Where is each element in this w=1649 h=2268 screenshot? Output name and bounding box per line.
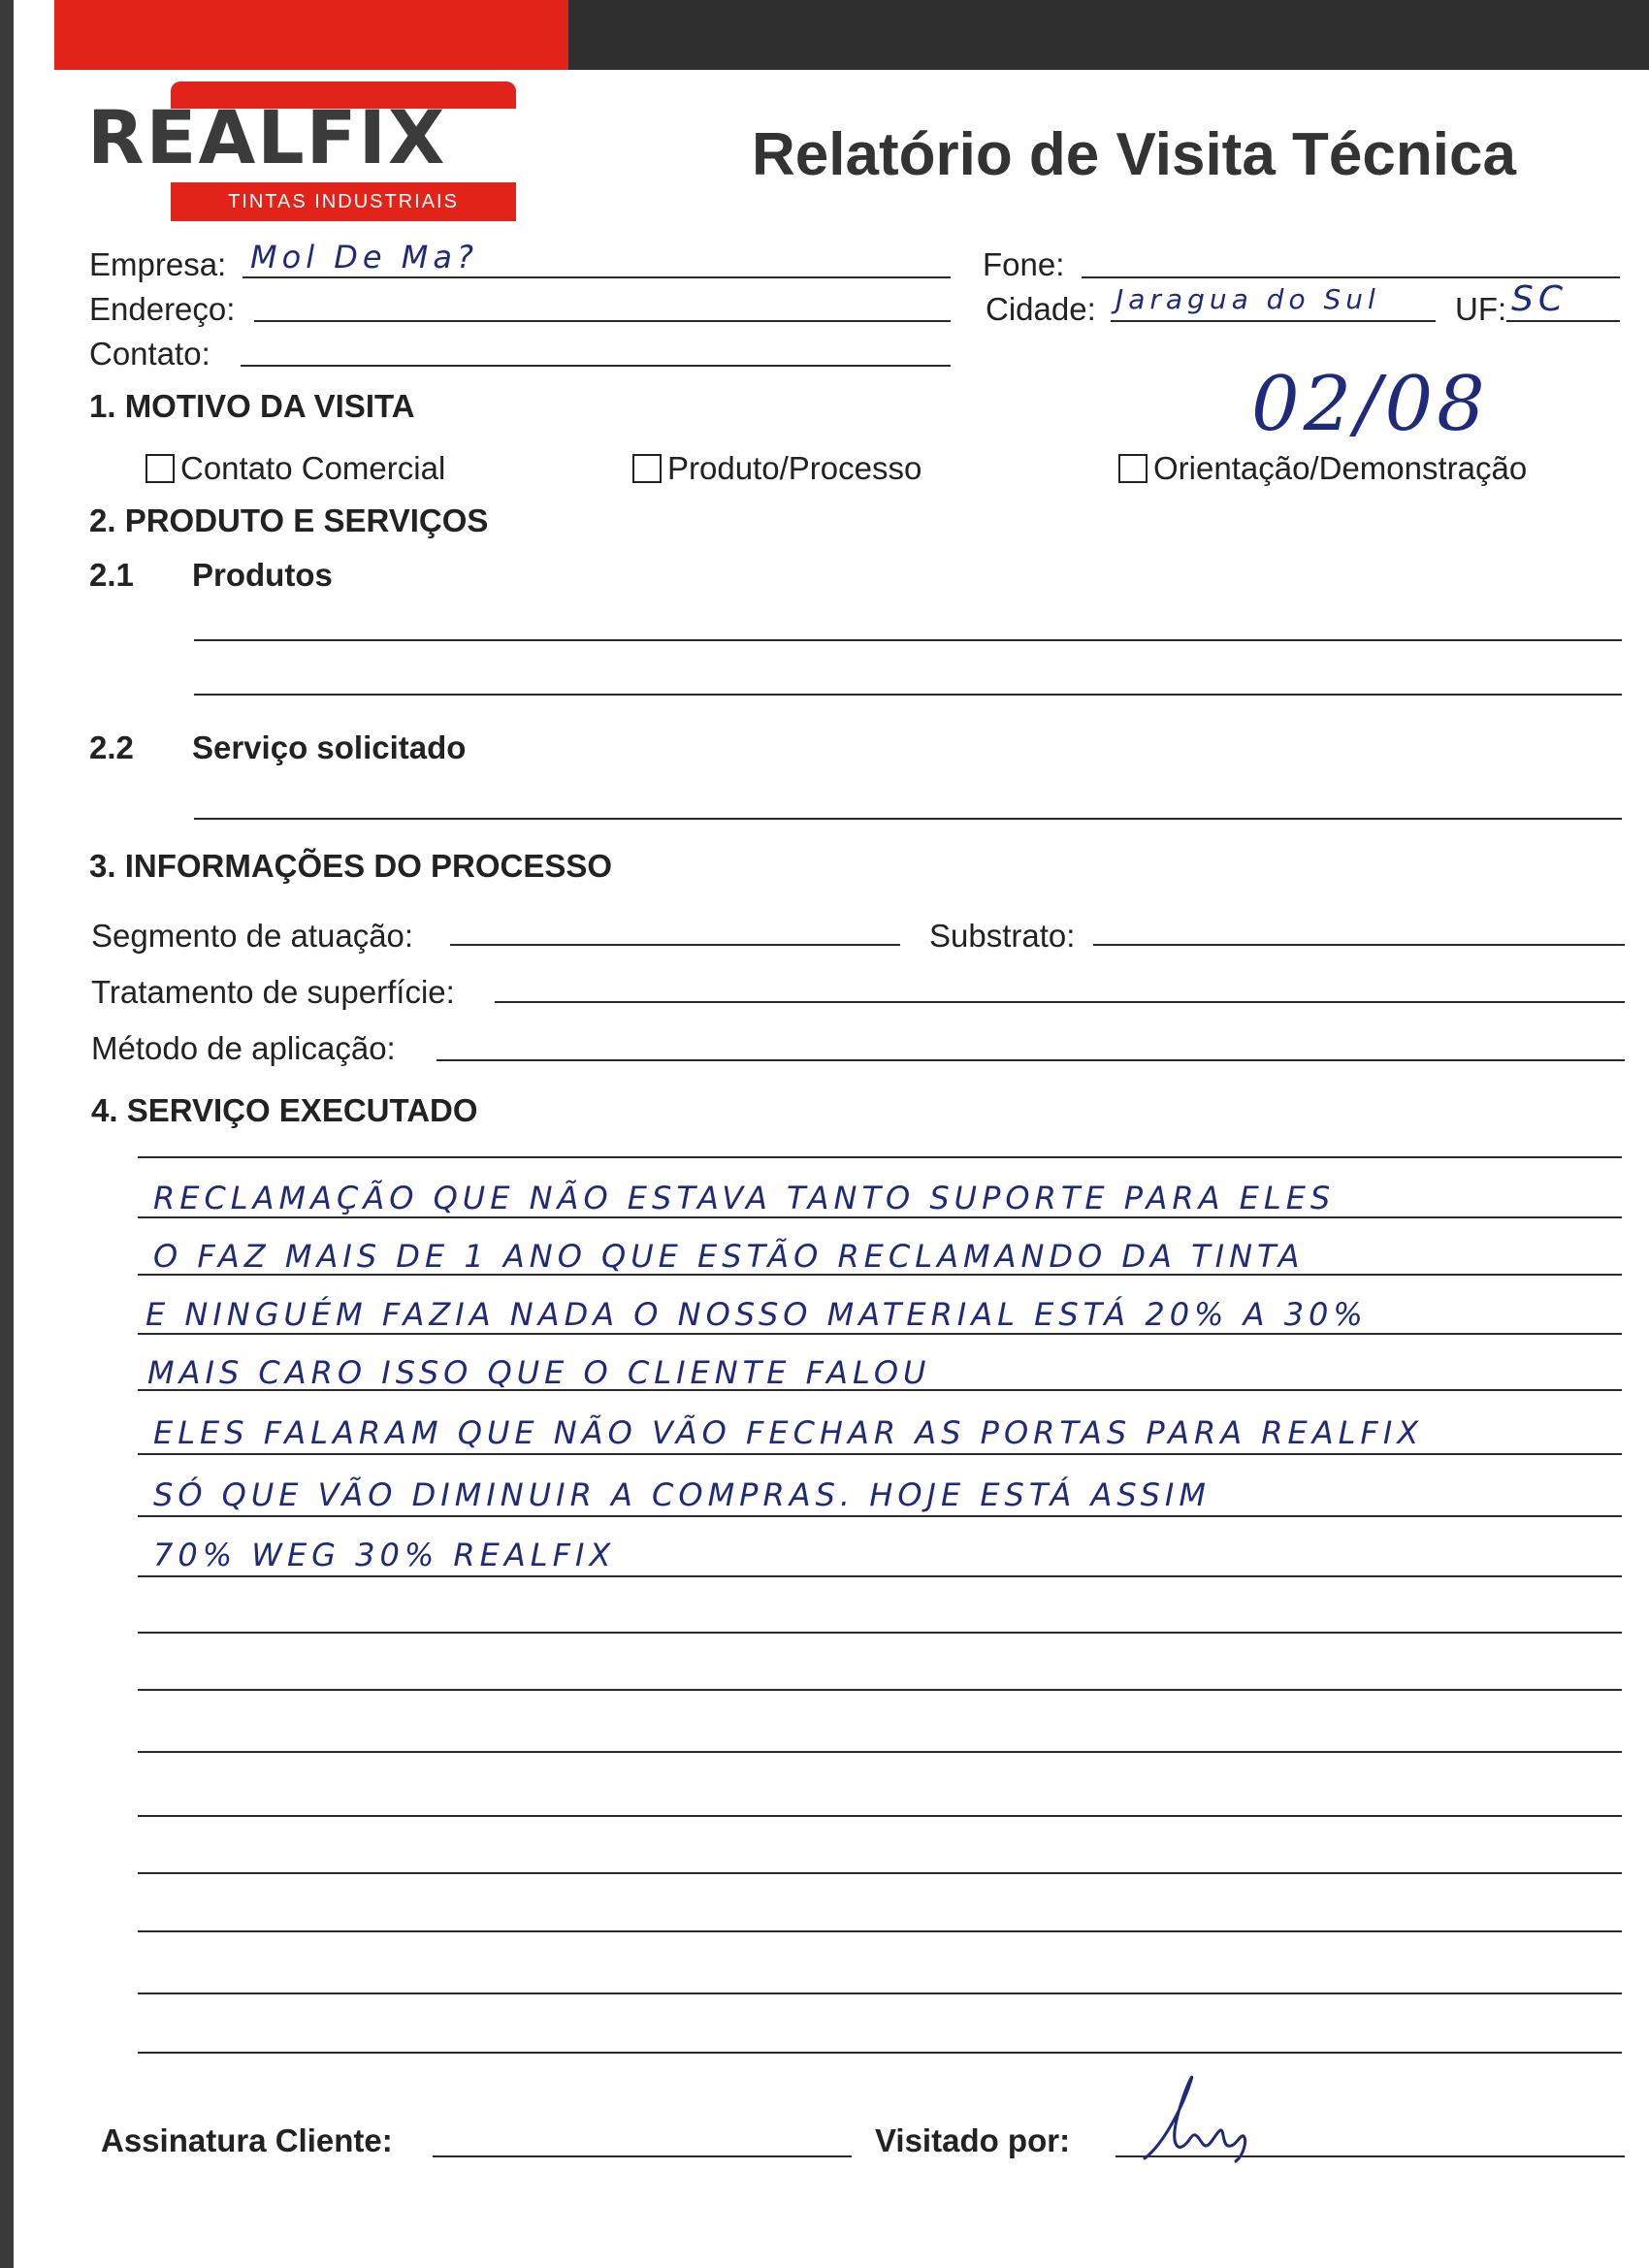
visitor-signature: [1135, 2066, 1271, 2173]
metodo-label: Método de aplicação:: [91, 1030, 396, 1066]
section4-title: 4. SERVIÇO EXECUTADO: [91, 1092, 478, 1128]
scan-edge: [0, 0, 14, 2268]
option-produto-processo-label: Produto/Processo: [667, 450, 922, 486]
endereco-line: [254, 320, 951, 322]
checkbox-contato-comercial[interactable]: [146, 454, 175, 483]
servico-solicitado-number: 2.2: [89, 729, 134, 765]
uf-value[interactable]: SC: [1511, 279, 1568, 319]
notes-line[interactable]: [138, 1815, 1622, 1817]
empresa-line: [242, 276, 951, 278]
page-title: Relatório de Visita Técnica: [752, 121, 1516, 188]
notes-line[interactable]: [138, 1993, 1622, 1994]
servico-solicitado-line[interactable]: [194, 818, 1622, 820]
fone-line: [1082, 276, 1620, 278]
produtos-label: Produtos: [192, 557, 333, 593]
empresa-label: Empresa:: [89, 246, 227, 282]
notes-line[interactable]: [138, 1216, 1622, 1218]
assinatura-cliente-label: Assinatura Cliente:: [101, 2122, 393, 2158]
tratamento-line[interactable]: [495, 1001, 1625, 1003]
logo-tagline: TINTAS INDUSTRIAIS: [171, 182, 516, 221]
segmento-label: Segmento de atuação:: [91, 918, 414, 954]
assinatura-cliente-line[interactable]: [433, 2155, 852, 2157]
handwritten-note-line: O FAZ MAIS DE 1 ANO QUE ESTÃO RECLAMANDO DA TINTA: [153, 1238, 1305, 1275]
produtos-line-2[interactable]: [194, 694, 1622, 696]
produtos-line-1[interactable]: [194, 639, 1622, 641]
contato-label: Contato:: [89, 336, 210, 372]
section1-title: 1. MOTIVO DA VISITA: [89, 388, 415, 424]
handwritten-date: 02/08: [1251, 361, 1489, 448]
produtos-number: 2.1: [89, 557, 134, 593]
notes-line[interactable]: [138, 1751, 1622, 1753]
notes-line[interactable]: [138, 1689, 1622, 1691]
checkbox-produto-processo[interactable]: [632, 454, 662, 483]
notes-line[interactable]: [138, 1333, 1622, 1335]
cidade-label: Cidade:: [986, 291, 1096, 327]
cidade-line: [1111, 320, 1436, 322]
brand-logo: [87, 81, 510, 223]
handwritten-note-line: 70% WEG 30% REALFIX: [153, 1537, 616, 1573]
segmento-line[interactable]: [450, 944, 900, 946]
contato-line: [241, 365, 951, 367]
notes-line[interactable]: [138, 1575, 1622, 1577]
tratamento-label: Tratamento de superfície:: [91, 974, 455, 1010]
notes-line[interactable]: [138, 1156, 1622, 1158]
handwritten-note-line: MAIS CARO ISSO QUE O CLIENTE FALOU: [147, 1354, 931, 1391]
visitado-por-label: Visitado por:: [875, 2122, 1071, 2158]
notes-line[interactable]: [138, 1872, 1622, 1874]
notes-line[interactable]: [138, 1515, 1622, 1517]
section3-title: 3. INFORMAÇÕES DO PROCESSO: [89, 848, 613, 884]
notes-line[interactable]: [138, 2052, 1622, 2054]
endereco-label: Endereço:: [89, 291, 236, 327]
fone-label: Fone:: [983, 246, 1065, 282]
section2-title: 2. PRODUTO E SERVIÇOS: [89, 502, 489, 538]
empresa-value[interactable]: Mol De Ma?: [250, 239, 478, 275]
checkbox-orientacao-demonstracao[interactable]: [1118, 454, 1148, 483]
notes-line[interactable]: [138, 1930, 1622, 1932]
servico-solicitado-label: Serviço solicitado: [192, 729, 467, 765]
logo-wordmark: REALFIX: [87, 94, 447, 180]
handwritten-note-line: SÓ QUE VÃO DIMINUIR A COMPRAS. HOJE ESTÁ ASSIM: [153, 1476, 1211, 1513]
option-orientacao-label: Orientação/Demonstração: [1153, 450, 1528, 486]
substrato-label: Substrato:: [929, 918, 1076, 954]
notes-line[interactable]: [138, 1453, 1622, 1455]
notes-line[interactable]: [138, 1632, 1622, 1634]
uf-label: UF:: [1455, 291, 1507, 327]
option-contato-comercial-label: Contato Comercial: [180, 450, 446, 486]
header-band-red: [54, 0, 568, 70]
uf-line: [1506, 320, 1620, 322]
header-band-dark: [568, 0, 1649, 70]
metodo-line[interactable]: [436, 1059, 1625, 1061]
cidade-value[interactable]: Jaragua do Sul: [1116, 283, 1380, 315]
handwritten-note-line: E NINGUÉM FAZIA NADA O NOSSO MATERIAL ESTÁ 20% A 30%: [146, 1296, 1368, 1333]
handwritten-note-line: ELES FALARAM QUE NÃO VÃO FECHAR AS PORTAS PARA REALFIX: [153, 1414, 1424, 1451]
handwritten-note-line: RECLAMAÇÃO QUE NÃO ESTAVA TANTO SUPORTE PARA ELES: [153, 1180, 1336, 1216]
substrato-line[interactable]: [1093, 944, 1625, 946]
